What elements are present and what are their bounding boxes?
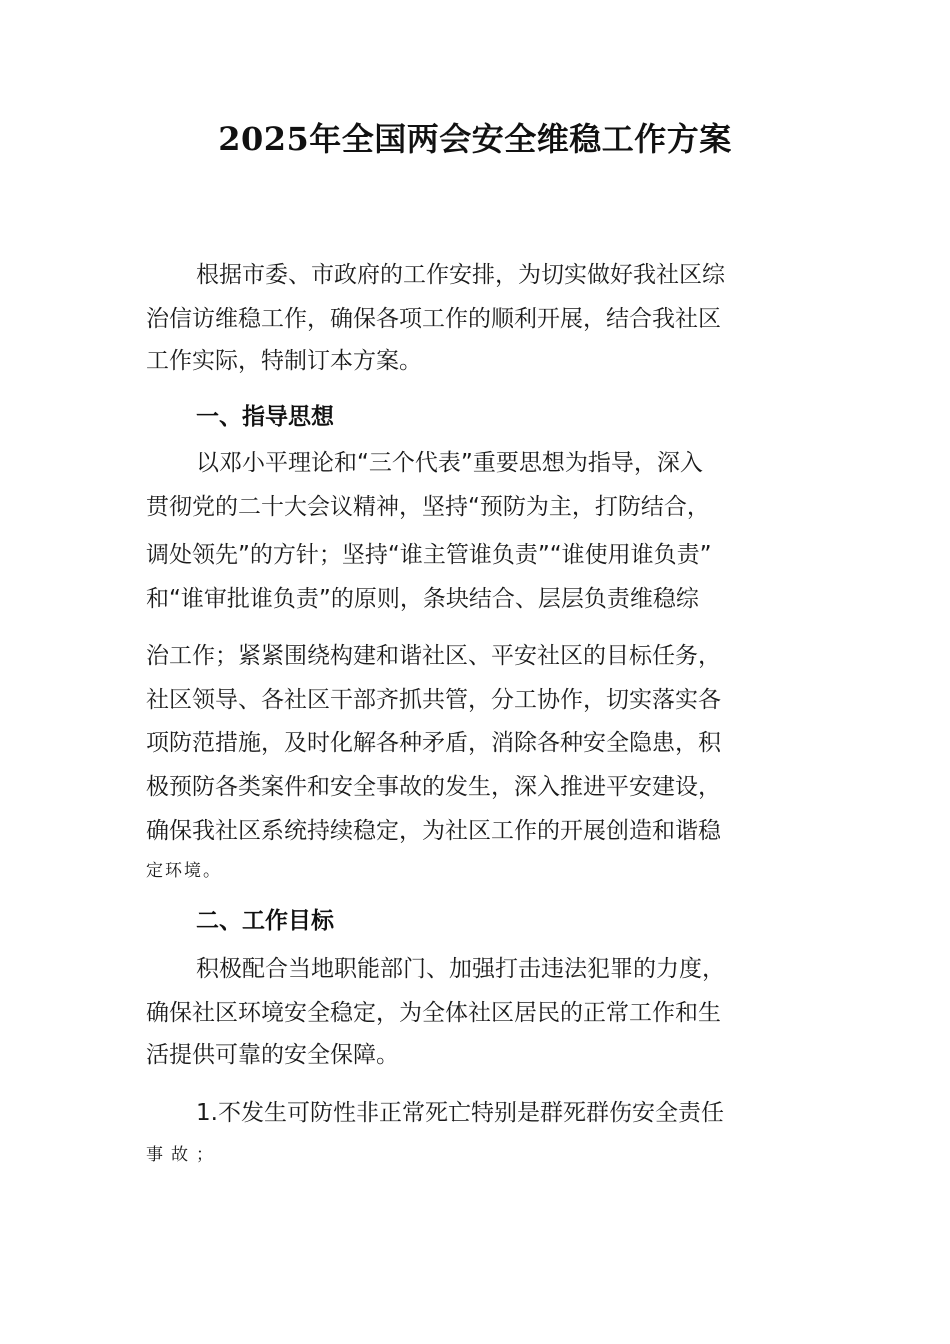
section2-line-2: 确保社区环境安全稳定，为全体社区居民的正常工作和生 bbox=[146, 1000, 721, 1026]
section1-line-4: 和“谁审批谁负责”的原则，条块结合、层层负责维稳综 bbox=[146, 586, 699, 612]
goal-item-1-line-2: 事故； bbox=[146, 1145, 221, 1165]
section1-line-7: 项防范措施，及时化解各种矛盾，消除各种安全隐患，积 bbox=[146, 730, 721, 756]
section1-line-2: 贯彻党的二十大会议精神，坚持“预防为主，打防结合， bbox=[146, 494, 710, 520]
section1-line-10: 定环境。 bbox=[146, 861, 222, 881]
section1-line-6: 社区领导、各社区干部齐抓共管，分工协作，切实落实各 bbox=[146, 687, 721, 713]
section2-line-3: 活提供可靠的安全保障。 bbox=[146, 1042, 399, 1068]
page-title: 2025年全国两会安全维稳工作方案 bbox=[218, 120, 732, 158]
intro-line-3: 工作实际，特制订本方案。 bbox=[146, 348, 422, 374]
section1-line-8: 极预防各类案件和安全事故的发生，深入推进平安建设， bbox=[146, 774, 721, 800]
section2-line-1: 积极配合当地职能部门、加强打击违法犯罪的力度， bbox=[196, 956, 725, 982]
section1-line-9: 确保我社区系统持续稳定，为社区工作的开展创造和谐稳 bbox=[146, 818, 721, 844]
section-heading-guiding-thought: 一、指导思想 bbox=[196, 404, 334, 430]
section1-line-1: 以邓小平理论和“三个代表”重要思想为指导，深入 bbox=[196, 450, 703, 476]
goal-item-1-line-1: 1.不发生可防性非正常死亡特别是群死群伤安全责任 bbox=[196, 1100, 724, 1126]
intro-line-2: 治信访维稳工作，确保各项工作的顺利开展，结合我社区 bbox=[146, 306, 721, 332]
section1-line-5: 治工作；紧紧围绕构建和谐社区、平安社区的目标任务， bbox=[146, 643, 721, 669]
section1-line-3: 调处领先”的方针；坚持“谁主管谁负责”“谁使用谁负责” bbox=[146, 542, 712, 568]
section-heading-work-goals: 二、工作目标 bbox=[196, 908, 334, 934]
intro-line-1: 根据市委、市政府的工作安排，为切实做好我社区综 bbox=[196, 262, 725, 288]
